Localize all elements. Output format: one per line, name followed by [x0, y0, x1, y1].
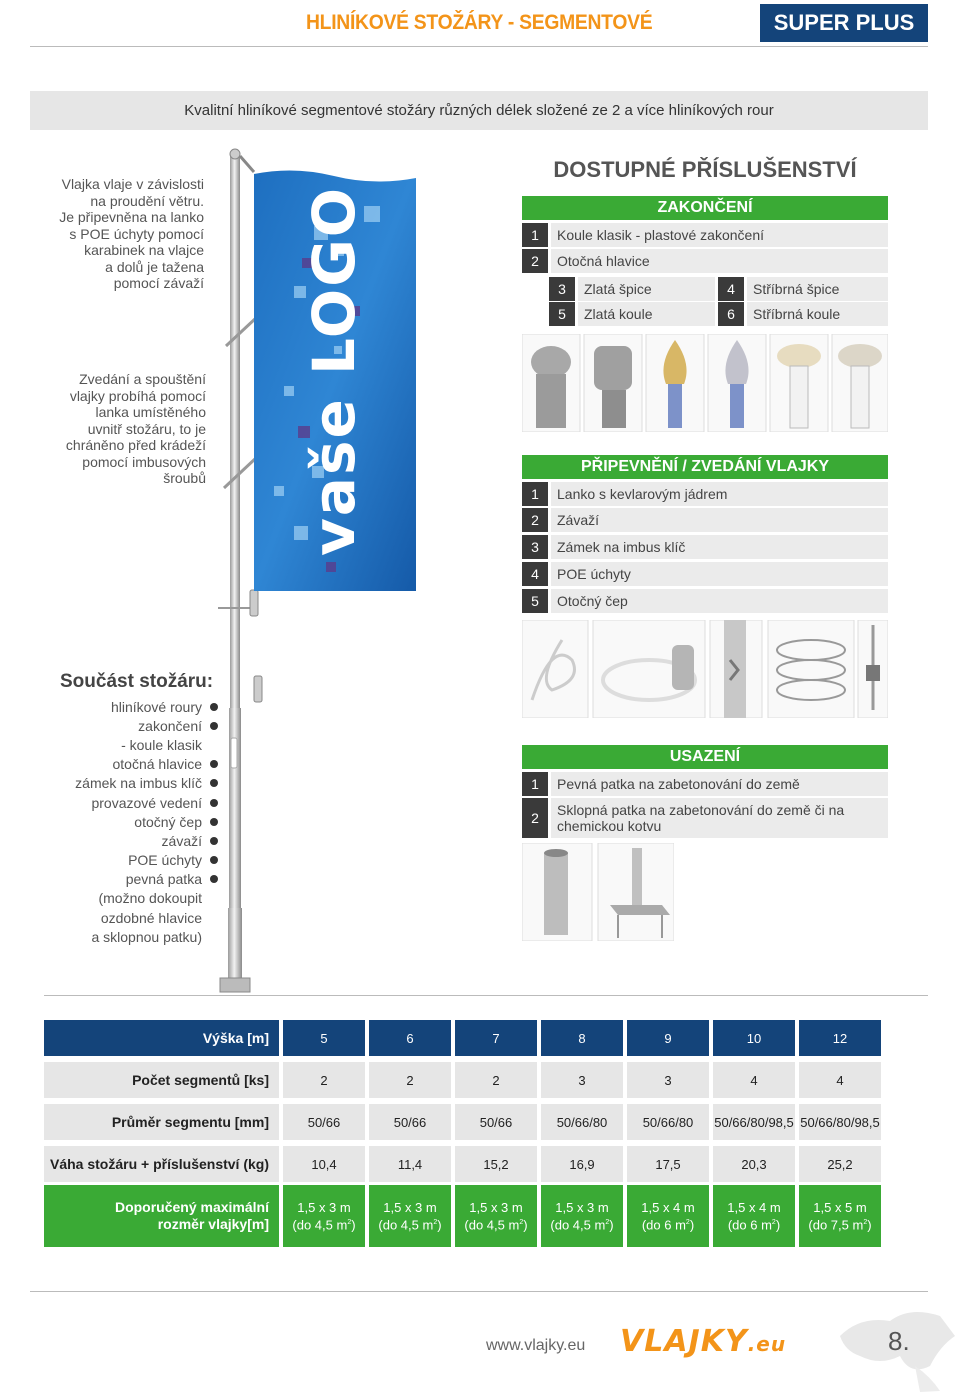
row-label: Počet segmentů [ks] — [44, 1062, 279, 1098]
item-number: 4 — [522, 562, 548, 586]
components-heading: Součást stožáru: — [60, 671, 214, 692]
page-title: HLINÍKOVÉ STOŽÁRY - SEGMENTOVÉ — [306, 11, 653, 34]
table-cell: 50/66 — [283, 1104, 365, 1140]
zakonceni-header: ZAKONČENÍ — [522, 196, 888, 220]
list-item: hliníkové roury — [40, 697, 218, 716]
table-row — [44, 1020, 888, 1056]
weight-photo — [593, 620, 705, 718]
list-item: POE úchyty — [40, 851, 218, 870]
note-line: Je připevněna na lanko — [59, 209, 204, 225]
table-cell: 50/66/80 — [541, 1104, 623, 1140]
usazeni-header: USAZENÍ — [522, 745, 888, 769]
table-cell: 2 — [369, 1062, 451, 1098]
table-cell: 9 — [627, 1020, 709, 1056]
note-line: uvnitř stožáru, to je — [87, 420, 206, 437]
item-number: 2 — [522, 508, 548, 532]
footer-divider — [30, 1291, 928, 1292]
table-cell: 1,5 x 4 m (do 6 $m^2$) — [627, 1185, 709, 1247]
table-divider — [44, 995, 928, 996]
bullet-dot — [210, 875, 218, 883]
table-row — [44, 1062, 888, 1098]
table-cell: 50/66 — [455, 1104, 537, 1140]
gold-ball-photo — [770, 334, 828, 432]
usazeni-item-1 — [522, 772, 888, 796]
table-cell: 4 — [799, 1062, 881, 1098]
silver-spike-photo — [708, 334, 766, 432]
table-cell: 3 — [541, 1062, 623, 1098]
note-line: karabinek na vlajce — [84, 242, 204, 258]
pripevneni-item-2 — [522, 508, 888, 532]
list-item: - koule klasik — [121, 736, 202, 753]
website-link[interactable]: www.vlajky.eu — [486, 1337, 586, 1354]
table-cell: 1,5 x 3 m (do 4,5 $m^2$) — [369, 1185, 451, 1247]
components-list — [40, 697, 218, 946]
table-cell: 50/66/80 — [627, 1104, 709, 1140]
ball-classic-photo — [522, 334, 580, 432]
list-item: otočná hlavice — [40, 755, 218, 774]
row-label: Doporučený maximální rozměr vlajky[m] — [44, 1185, 279, 1247]
zakonceni-item-4 — [718, 277, 888, 301]
note-line: pomocí imbusových — [82, 453, 206, 470]
silver-ball-photo — [832, 334, 888, 432]
tilting-base-photo — [598, 843, 674, 941]
base-photos — [522, 843, 674, 941]
fixed-base-photo — [522, 843, 592, 941]
note-line: šroubů — [163, 470, 206, 486]
attachment-photos — [522, 620, 888, 718]
bullet-dot — [210, 837, 218, 845]
hex-lock-photo — [710, 620, 762, 718]
item-number: 1 — [522, 482, 548, 506]
usazeni-item-2 — [522, 798, 888, 838]
flag-illustration — [254, 166, 416, 591]
table-cell: 8 — [541, 1020, 623, 1056]
table-cell: 4 — [713, 1062, 795, 1098]
intro-banner: Kvalitní hliníkové segmentové stožáry různých délek složené ze 2 a více hliníkových rour — [30, 91, 928, 130]
list-item: provazové vedení — [40, 793, 218, 812]
pripevneni-item-4 — [522, 562, 888, 586]
table-cell: 11,4 — [369, 1146, 451, 1182]
swivel-head-photo — [584, 334, 642, 432]
flag-logo-text: vaše LOGO — [300, 185, 368, 556]
item-number: 3 — [522, 535, 548, 559]
note-line: lanka umístěného — [95, 404, 206, 420]
table-cell: 5 — [283, 1020, 365, 1056]
table-cell: 15,2 — [455, 1146, 537, 1182]
item-label: Zámek na imbus klíč — [551, 535, 888, 559]
note-line: Vlajka vlaje v závislosti — [61, 176, 204, 192]
item-number: 6 — [718, 302, 744, 326]
item-number: 2 — [522, 798, 548, 838]
row-label: Výška [m] — [44, 1020, 279, 1056]
zakonceni-item-5 — [549, 302, 715, 326]
note-line: s POE úchyty pomocí — [69, 225, 204, 242]
item-label: Stříbrná špice — [747, 277, 888, 301]
list-item: ozdobné hlavice — [100, 909, 202, 926]
list-item: závaží — [40, 831, 218, 850]
table-cell: 12 — [799, 1020, 881, 1056]
pripevneni-header: PŘIPEVNĚNÍ / ZVEDÁNÍ VLAJKY — [522, 455, 888, 479]
zakonceni-item-3 — [549, 277, 715, 301]
pripevneni-item-5 — [522, 589, 888, 613]
bullet-dot — [210, 779, 218, 787]
accessories-heading: DOSTUPNÉ PŘÍSLUŠENSTVÍ — [553, 157, 857, 182]
list-item: zakončení — [40, 716, 218, 735]
bullet-dot — [210, 722, 218, 730]
table-cell: 16,9 — [541, 1146, 623, 1182]
item-number: 5 — [522, 589, 548, 613]
pripevneni-item-1 — [522, 482, 888, 506]
table-cell: 1,5 x 5 m (do 7,5 $m^2$) — [799, 1185, 881, 1247]
poe-clips-photo — [768, 620, 854, 718]
swivel-pin-photo — [858, 620, 888, 718]
bullet-dot — [210, 703, 218, 711]
pripevneni-item-3 — [522, 535, 888, 559]
zakonceni-item-2 — [522, 249, 888, 273]
row-label: Průměr segmentu [mm] — [44, 1104, 279, 1140]
note-line: pomocí závaží — [113, 275, 204, 291]
item-number: 1 — [522, 772, 548, 796]
table-cell: 50/66/80/98,5 — [799, 1104, 881, 1140]
note-line: na proudění větru. — [90, 192, 204, 209]
table-cell: 7 — [455, 1020, 537, 1056]
item-label: Zlatá koule — [578, 302, 715, 326]
table-cell: 2 — [455, 1062, 537, 1098]
table-cell: 1,5 x 3 m (do 4,5 $m^2$) — [455, 1185, 537, 1247]
row-label: Váha stožáru + příslušenství (kg) — [44, 1146, 279, 1182]
item-label: Zlatá špice — [578, 277, 715, 301]
note-line: a dolů je tažena — [105, 258, 204, 275]
note-line: chráněno před krádeží — [65, 437, 206, 453]
gold-spike-photo — [646, 334, 704, 432]
table-cell: 17,5 — [627, 1146, 709, 1182]
table-row — [44, 1146, 888, 1182]
flag-wind-note — [40, 176, 204, 292]
table-cell: 10 — [713, 1020, 795, 1056]
list-item: otočný čep — [40, 812, 218, 831]
item-number: 1 — [522, 223, 548, 247]
zakonceni-item-1 — [522, 223, 888, 247]
item-label: Pevná patka na zabetonování do země — [551, 772, 888, 796]
list-item: pevná patka — [40, 870, 218, 889]
list-item: zámek na imbus klíč — [40, 774, 218, 793]
table-cell: 50/66/80/98,5 — [713, 1104, 795, 1140]
table-cell: 1,5 x 4 m (do 6 $m^2$) — [713, 1185, 795, 1247]
table-cell: 50/66 — [369, 1104, 451, 1140]
finial-photos — [522, 334, 888, 432]
bullet-dot — [210, 856, 218, 864]
product-badge: SUPER PLUS — [760, 4, 928, 42]
item-label: Lanko s kevlarovým jádrem — [551, 482, 888, 506]
table-row — [44, 1185, 888, 1247]
table-cell: 1,5 x 3 m (do 4,5 $m^2$) — [541, 1185, 623, 1247]
header-divider — [30, 46, 928, 47]
bullet-dot — [210, 799, 218, 807]
item-number: 4 — [718, 277, 744, 301]
item-label: Sklopná patka na zabetonování do země či na chemickou kotvu — [551, 798, 888, 838]
table-cell: 3 — [627, 1062, 709, 1098]
table-cell: 20,3 — [713, 1146, 795, 1182]
item-label: Závaží — [551, 508, 888, 532]
item-label: Otočná hlavice — [551, 249, 888, 273]
bullet-dot — [210, 818, 218, 826]
kevlar-rope-photo — [522, 620, 588, 718]
table-cell: 1,5 x 3 m (do 4,5 $m^2$) — [283, 1185, 365, 1247]
item-label: Otočný čep — [551, 589, 888, 613]
table-cell: 25,2 — [799, 1146, 881, 1182]
raising-note — [40, 371, 206, 487]
list-item: a sklopnou patku) — [91, 928, 202, 945]
page-number: 8. — [888, 1326, 910, 1356]
item-label: POE úchyty — [551, 562, 888, 586]
item-label: Koule klasik - plastové zakončení — [551, 223, 888, 247]
note-line: vlajky probíhá pomocí — [69, 387, 206, 404]
table-cell: 2 — [283, 1062, 365, 1098]
table-cell: 6 — [369, 1020, 451, 1056]
zakonceni-item-6 — [718, 302, 888, 326]
table-cell: 10,4 — [283, 1146, 365, 1182]
bullet-dot — [210, 760, 218, 768]
list-item: (možno dokoupit — [98, 890, 202, 907]
item-number: 5 — [549, 302, 575, 326]
item-number: 2 — [522, 249, 548, 273]
vlajky-logo: VLAJKY.eu — [620, 1324, 787, 1359]
note-line: Zvedání a spouštění — [79, 371, 206, 387]
table-row — [44, 1104, 888, 1140]
item-number: 3 — [549, 277, 575, 301]
item-label: Stříbrná koule — [747, 302, 888, 326]
